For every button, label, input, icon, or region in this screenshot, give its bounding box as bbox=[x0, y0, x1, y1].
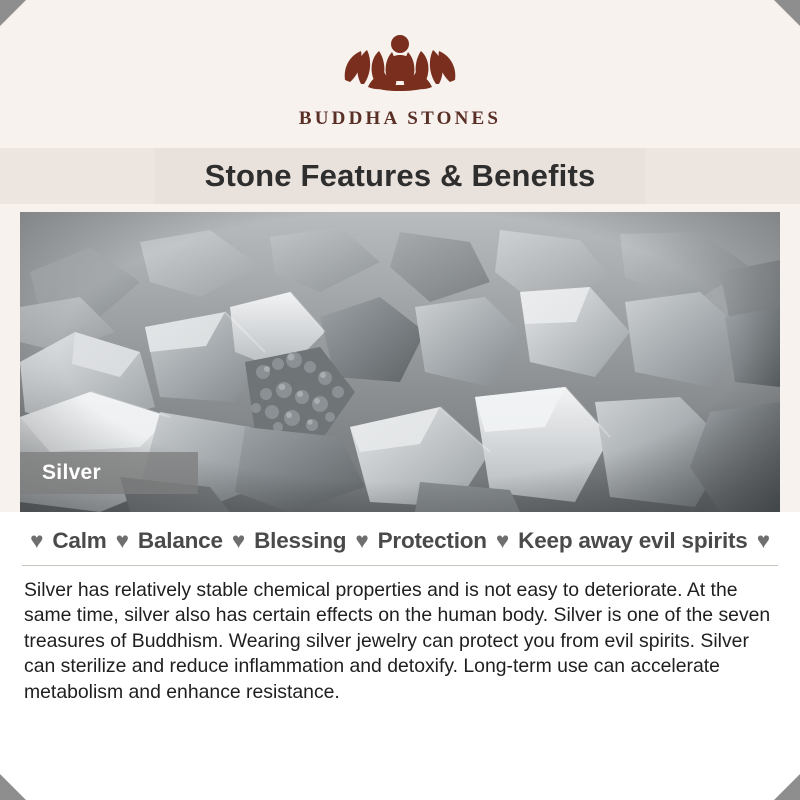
benefits-list bbox=[20, 528, 780, 554]
page-title: Stone Features & Benefits bbox=[204, 158, 596, 193]
benefit-item-blessing: Blessing bbox=[254, 528, 347, 553]
brand-name: BUDDHA STONES bbox=[298, 108, 502, 129]
heart-icon: ♥ bbox=[115, 528, 129, 553]
hero-caption-label: Silver bbox=[20, 452, 198, 494]
description-text: Silver has relatively stable chemical properties and is not easy to deteriorate. At the same time, silver also has certain effects on the human body. Silver is one of the seven treasures of Buddhism. Wearing silver jewelry can protect you from evil spirits. Silver can sterilize and reduce inflammation and detoxify. Long-term use can accelerate metabolism and enhance resistance. bbox=[24, 579, 771, 703]
corner-decoration-bottom-left bbox=[0, 774, 26, 800]
benefit-item-calm: Calm bbox=[52, 528, 107, 553]
benefit-item-keep-away-evil-spirits: Keep away evil spirits bbox=[518, 528, 748, 553]
heart-icon: ♥ bbox=[495, 528, 510, 553]
heart-icon: ♥ bbox=[231, 528, 246, 553]
divider bbox=[22, 565, 778, 566]
brand-header bbox=[0, 0, 800, 148]
corner-decoration-top-left bbox=[0, 0, 26, 26]
title-band bbox=[0, 148, 800, 204]
corner-decoration-top-right bbox=[774, 0, 800, 26]
hero-image bbox=[20, 212, 780, 512]
benefit-item-protection: Protection bbox=[377, 528, 487, 553]
footer-space bbox=[0, 748, 800, 800]
lotus-meditation-icon bbox=[337, 22, 463, 104]
corner-decoration-bottom-right bbox=[774, 774, 800, 800]
heart-icon: ♥ bbox=[756, 528, 770, 553]
heart-icon: ♥ bbox=[30, 528, 44, 553]
benefit-item-balance: Balance bbox=[137, 528, 223, 553]
heart-icon: ♥ bbox=[355, 528, 369, 553]
